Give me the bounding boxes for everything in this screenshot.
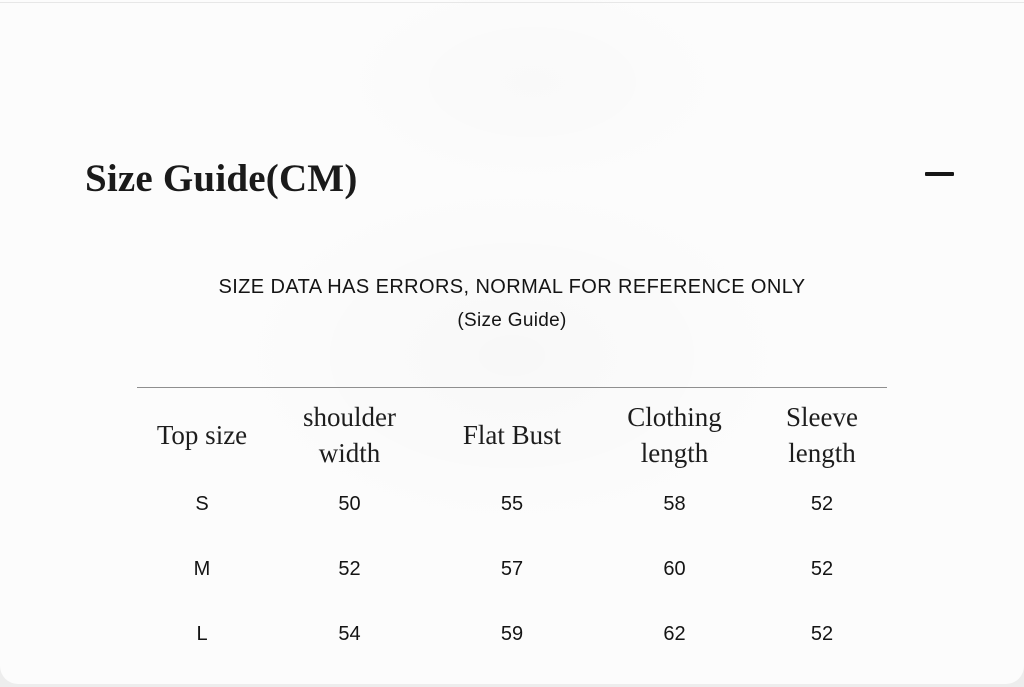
shoulder-width-value: 50 xyxy=(338,493,361,515)
page-title: Size Guide(CM) xyxy=(85,157,358,200)
flat-bust-value: 55 xyxy=(500,493,524,515)
size-table-header-row xyxy=(137,388,887,473)
flat-bust-value: 57 xyxy=(500,558,524,580)
size-label: L xyxy=(196,623,208,645)
size-disclaimer-text: SIZE DATA HAS ERRORS, NORMAL FOR REFERENCE ONLY xyxy=(218,276,806,298)
size-table xyxy=(137,387,887,667)
column-header-shoulder-width: shoulder width xyxy=(303,402,396,468)
column-header-top-size: Top size xyxy=(156,420,248,450)
top-divider xyxy=(0,2,1024,3)
table-row-size-s xyxy=(137,472,887,537)
clothing-length-value: 58 xyxy=(663,493,686,515)
column-header-flat-bust: Flat Bust xyxy=(462,420,562,450)
clothing-length-value: 60 xyxy=(663,558,686,580)
size-label: M xyxy=(193,558,211,580)
table-row-size-l xyxy=(137,602,887,667)
sleeve-length-value: 52 xyxy=(810,623,834,645)
column-header-sleeve-length: Sleeve length xyxy=(786,402,858,468)
column-header-clothing-length: Clothing length xyxy=(627,402,722,468)
sleeve-length-value: 52 xyxy=(810,558,834,580)
table-row-size-m xyxy=(137,537,887,602)
minus-icon xyxy=(925,172,954,176)
flat-bust-value: 59 xyxy=(500,623,524,645)
size-label: S xyxy=(195,493,209,515)
collapse-button[interactable] xyxy=(913,158,965,190)
clothing-length-value: 62 xyxy=(663,623,686,645)
shoulder-width-value: 54 xyxy=(338,623,361,645)
size-guide-subtitle: (Size Guide) xyxy=(457,310,567,331)
sleeve-length-value: 52 xyxy=(810,493,834,515)
shoulder-width-value: 52 xyxy=(338,558,361,580)
